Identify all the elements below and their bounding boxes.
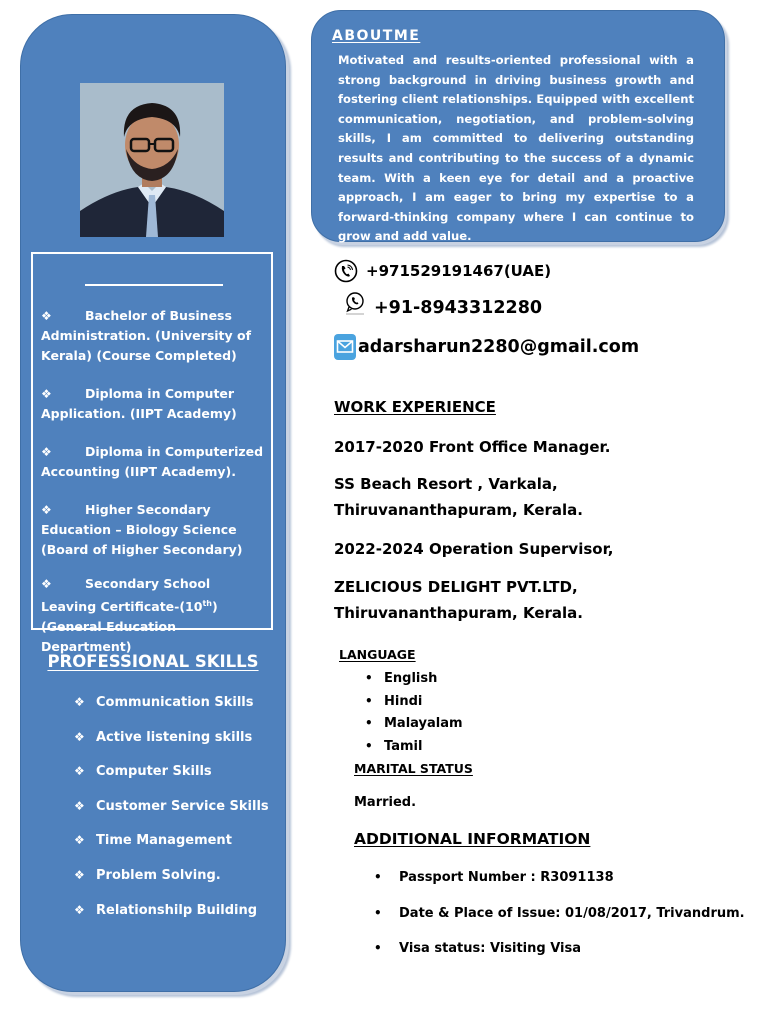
- email-contact[interactable]: [334, 334, 639, 360]
- skill-label: Relationshilp Building: [96, 902, 258, 918]
- work-experience-heading: WORK EXPERIENCE: [334, 398, 496, 416]
- work-entry-2-place: ZELICIOUS DELIGHT PVT.LTD, Thiruvananthapuram, Kerala.: [334, 578, 583, 622]
- bullet-icon: •: [374, 870, 382, 884]
- list-item: [41, 574, 267, 657]
- phone-icon: [334, 258, 358, 284]
- list-item: [41, 384, 267, 424]
- additional-info-text: Passport Number : R3091138: [399, 870, 614, 885]
- bullet-icon: •: [365, 671, 373, 685]
- education-divider: [85, 284, 223, 286]
- diamond-bullet-icon: ❖: [41, 577, 52, 591]
- diamond-bullet-icon: ❖: [41, 309, 52, 323]
- list-item: [365, 669, 463, 692]
- skill-label: Communication Skills: [96, 695, 254, 710]
- person-photo-icon: [80, 83, 224, 237]
- list-item: [74, 692, 269, 727]
- additional-info-text: Visa status: Visiting Visa: [399, 941, 582, 956]
- marital-status-heading: MARITAL STATUS: [354, 761, 473, 776]
- education-text: Bachelor of Business Administration. (University of Kerala) (Course Completed): [41, 308, 252, 363]
- profile-photo: [80, 83, 224, 237]
- whatsapp-icon: [344, 291, 366, 315]
- list-item: [365, 714, 463, 737]
- skill-label: Customer Service Skills: [96, 798, 269, 814]
- language-label: English: [384, 671, 438, 686]
- bullet-icon: •: [365, 693, 373, 708]
- whatsapp-contact[interactable]: [334, 298, 542, 318]
- work-entry-1-place: SS Beach Resort , Varkala, Thiruvananthapuram, Kerala.: [334, 475, 583, 519]
- diamond-bullet-icon: ❖: [74, 695, 85, 709]
- about-me-heading: ABOUTME: [332, 28, 421, 44]
- education-box: [31, 252, 273, 655]
- list-item: [41, 500, 267, 560]
- work-entry-2-title: 2022-2024 Operation Supervisor,: [334, 540, 614, 558]
- skills-list: [74, 692, 269, 934]
- education-text: Higher Secondary Education – Biology Science (Board of Higher Secondary): [41, 502, 243, 557]
- email-address: adarsharun2280@gmail.com: [358, 337, 640, 357]
- professional-skills-heading: PROFESSIONAL SKILLS: [47, 652, 259, 671]
- list-item: [41, 442, 267, 482]
- diamond-bullet-icon: ❖: [74, 764, 85, 779]
- diamond-bullet-icon: ❖: [74, 798, 85, 813]
- additional-information-list: [374, 868, 745, 975]
- language-label: Tamil: [384, 739, 423, 755]
- mail-icon: [334, 334, 356, 360]
- about-me-panel: [311, 10, 725, 242]
- education-superscript: th: [202, 599, 212, 608]
- list-item: [74, 830, 269, 865]
- bullet-icon: •: [374, 905, 382, 920]
- skill-label: Active listening skills: [96, 729, 253, 745]
- list-item: [374, 939, 745, 975]
- whatsapp-number: +91-8943312280: [374, 298, 543, 318]
- list-item: [365, 692, 463, 715]
- list-item: [74, 865, 269, 900]
- about-me-text: Motivated and results-oriented professional with a strong background in driving business growth and fostering client relationships. Equipped with excellent communication, negotiation, and problem-solving skills, I am committed to delivering outstanding results and contributing to the success of a dynamic team. With a keen eye for detail and a proactive approach, I am eager to bring my expertise to a forward-thinking company where I can continue to grow and add value.: [338, 53, 694, 244]
- bullet-icon: •: [365, 716, 373, 731]
- diamond-bullet-icon: ❖: [74, 729, 85, 744]
- work-entry-1-title: 2017-2020 Front Office Manager.: [334, 438, 611, 456]
- additional-info-text: Date & Place of Issue: 01/08/2017, Trivandrum.: [399, 905, 745, 921]
- diamond-bullet-icon: ❖: [74, 833, 85, 848]
- skill-label: Computer Skills: [96, 764, 212, 780]
- education-list: [41, 306, 267, 675]
- bullet-icon: •: [365, 739, 373, 754]
- list-item: [374, 868, 745, 904]
- phone-contact[interactable]: [334, 258, 551, 284]
- diamond-bullet-icon: ❖: [74, 902, 85, 917]
- diamond-bullet-icon: ❖: [41, 445, 52, 459]
- diamond-bullet-icon: ❖: [41, 503, 52, 517]
- education-text: Diploma in Computerized Accounting (IIPT Academy).: [41, 444, 264, 479]
- list-item: [374, 904, 745, 940]
- language-list: [365, 669, 463, 760]
- language-label: Malayalam: [384, 716, 463, 732]
- skill-label: Time Management: [96, 833, 232, 849]
- list-item: [41, 306, 267, 366]
- diamond-bullet-icon: ❖: [74, 867, 85, 882]
- education-text-after: )(General Education Department): [41, 599, 218, 655]
- education-text: Diploma in Computer Application. (IIPT Academy): [41, 386, 237, 421]
- list-item: [74, 727, 269, 762]
- additional-information-heading: ADDITIONAL INFORMATION: [354, 830, 591, 848]
- list-item: [74, 900, 269, 935]
- diamond-bullet-icon: ❖: [41, 387, 52, 401]
- phone-number: +971529191467(UAE): [366, 262, 552, 280]
- bullet-icon: •: [374, 941, 382, 955]
- education-text: Secondary School Leaving Certificate-(10: [41, 576, 211, 615]
- skill-label: Problem Solving.: [96, 867, 221, 883]
- list-item: [74, 796, 269, 831]
- marital-status-value: Married.: [354, 795, 417, 810]
- language-label: Hindi: [384, 693, 423, 709]
- list-item: [365, 737, 463, 760]
- language-heading: LANGUAGE: [339, 647, 416, 662]
- list-item: [74, 761, 269, 796]
